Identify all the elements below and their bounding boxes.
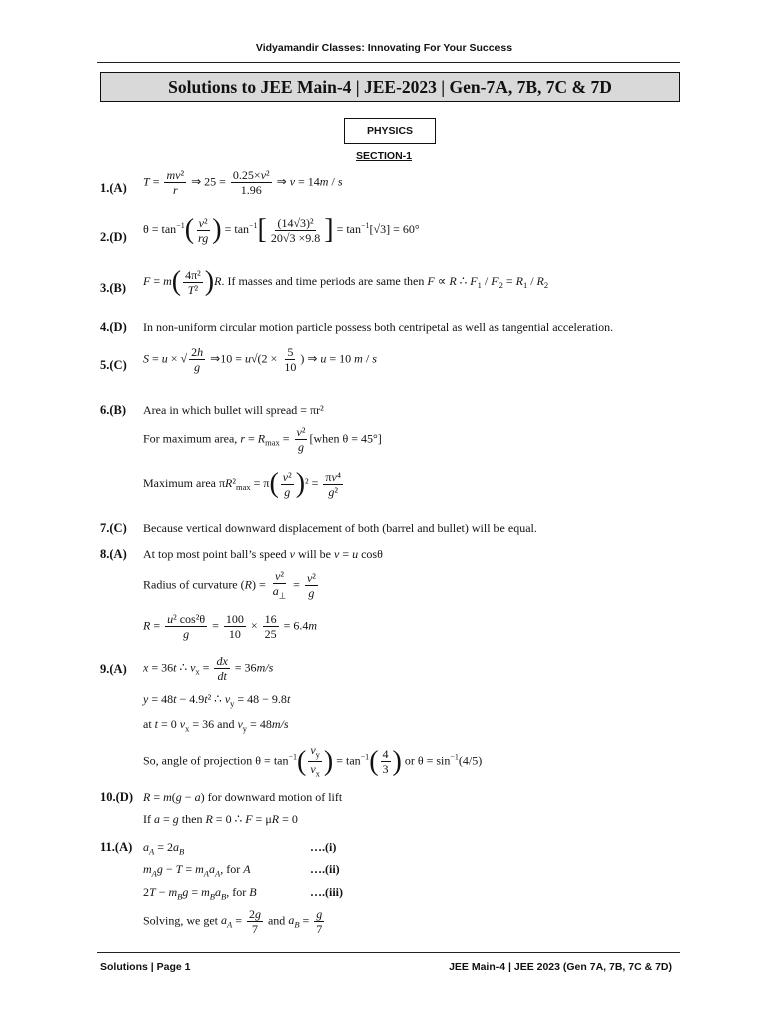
answer-7-number: 7.(C) <box>100 521 127 535</box>
footer-divider <box>97 952 680 953</box>
answer-5-number: 5.(C) <box>100 358 127 372</box>
answer-11-line-4: Solving, we get $a_A$ = $\frac{2g}{7}$ and $a_B$ = $\frac{g}{7}$ <box>143 907 323 936</box>
answer-11-line-2: $m_Ag - T = m_Aa_A$, for A ….(ii) <box>143 862 340 879</box>
answer-6-line-3: Maximum area $\pi R^2_{max} = \pi$( $\frac{\text{v²}}{g}$ )² = $\frac{\text{πv⁴}}{\text{g²}}$ <box>143 468 341 499</box>
answer-2-line-1: $\theta = \tan^{-1}$( $\frac{\text{v²}}{rg}$ ) = $\tan^{-1}$[ $\frac{\text{(14√3)²}}{20√3 \times 9.8}$ ] = $\tan^{-1}[√3] = 60^\circ$ <box>143 214 420 245</box>
answer-1-number: 1.(A) <box>100 181 127 195</box>
answer-10-line-1: R = m(g − a) for downward motion of lift <box>143 790 343 804</box>
answer-6-line-1: Area in which bullet will spread = πr² <box>143 403 324 417</box>
answer-9-line-2: y = 48t − 4.9t² ∴ $v_y = 48 - 9.8t$ <box>143 692 291 709</box>
answer-6-number: 6.(B) <box>100 403 127 417</box>
answer-10-number: 10.(D) <box>100 790 133 804</box>
answer-4-line-1: In non-uniform circular motion particle possess both centripetal as well as tangential acceleration. <box>143 320 614 334</box>
answer-2-number: 2.(D) <box>100 230 127 244</box>
answer-3-line-1: F = m( $\frac{\text{4π²}}{\text{T²}}$ )R. If masses and time periods are same then F ∝ R ∴ $F_1 / F_2 = R_1 / R_2$ <box>143 266 549 297</box>
institute-header: Vidyamandir Classes: Innovating For Your Success <box>255 42 513 54</box>
footer-page-label: Solutions | Page 1 <box>100 961 191 973</box>
answer-8-line-1: At top most point ball’s speed v will be v = u cosθ <box>143 547 383 561</box>
document-title: Solutions to JEE Main-4 | JEE-2023 | Gen-7A, 7B, 7C & 7D <box>100 72 680 102</box>
section-heading: SECTION-1 <box>355 150 412 162</box>
answer-11-line-1: $a_A = 2a_B$ ….(i) <box>143 840 337 857</box>
answer-8-number: 8.(A) <box>100 547 127 561</box>
answer-5-line-1: S = u × √ $\frac{2h}{g}$ ⇒10 = u√(2 × $\frac{5}{10}$ ) ⇒ u = 10 m / s <box>143 345 377 374</box>
answer-11-number: 11.(A) <box>100 840 133 854</box>
answer-1-line-1: T = $\frac{\text{mv²}}{r}$ ⇒ 25 = $\frac{\text{0.25×v²}}{1.96}$ ⇒ v = 14m / s <box>143 168 343 197</box>
answer-9-line-3: at t = 0 $v_x = 36$ and $v_y = 48m/s$ <box>143 717 289 734</box>
answer-9-line-4: So, angle of projection $\theta = \tan^{-1}$( $\frac{v_y}{v_x}$ ) = $\tan^{-1}$( $\frac{4}{3}$ ) or $\theta = \sin^{-1}(4/5)$ <box>143 743 483 779</box>
answer-6-line-2: For maximum area, $r = R_{max}$ = $\frac{\text{v²}}{g}$ [when θ = 45°] <box>143 425 382 454</box>
answer-11-line-3: $2T - m_Bg = m_Ba_B$, for B ….(iii) <box>143 885 343 902</box>
answer-8-line-3: R = $\frac{\text{u² cos²θ}}{g}$ = $\frac{100}{10}$ × $\frac{16}{25}$ = 6.4m <box>143 612 318 641</box>
answer-3-number: 3.(B) <box>100 281 127 295</box>
header-divider <box>97 62 680 63</box>
answer-9-line-1: x = 36t ∴ $v_x$ = $\frac{dx}{dt}$ = 36m/s <box>143 654 274 683</box>
answer-9-number: 9.(A) <box>100 662 127 676</box>
answer-4-number: 4.(D) <box>100 320 127 334</box>
subject-label: PHYSICS <box>344 118 436 144</box>
footer-exam-label: JEE Main-4 | JEE 2023 (Gen 7A, 7B, 7C & 7D) <box>449 961 672 973</box>
answer-10-line-2: If a = g then R = 0 ∴ F = μR = 0 <box>143 812 298 826</box>
answer-7-line-1: Because vertical downward displacement of both (barrel and bullet) will be equal. <box>143 521 537 535</box>
answer-8-line-2: Radius of curvature (R) = $\frac{\text{v²}}{a_\perp}$ = $\frac{\text{v²}}{g}$ <box>143 569 316 601</box>
